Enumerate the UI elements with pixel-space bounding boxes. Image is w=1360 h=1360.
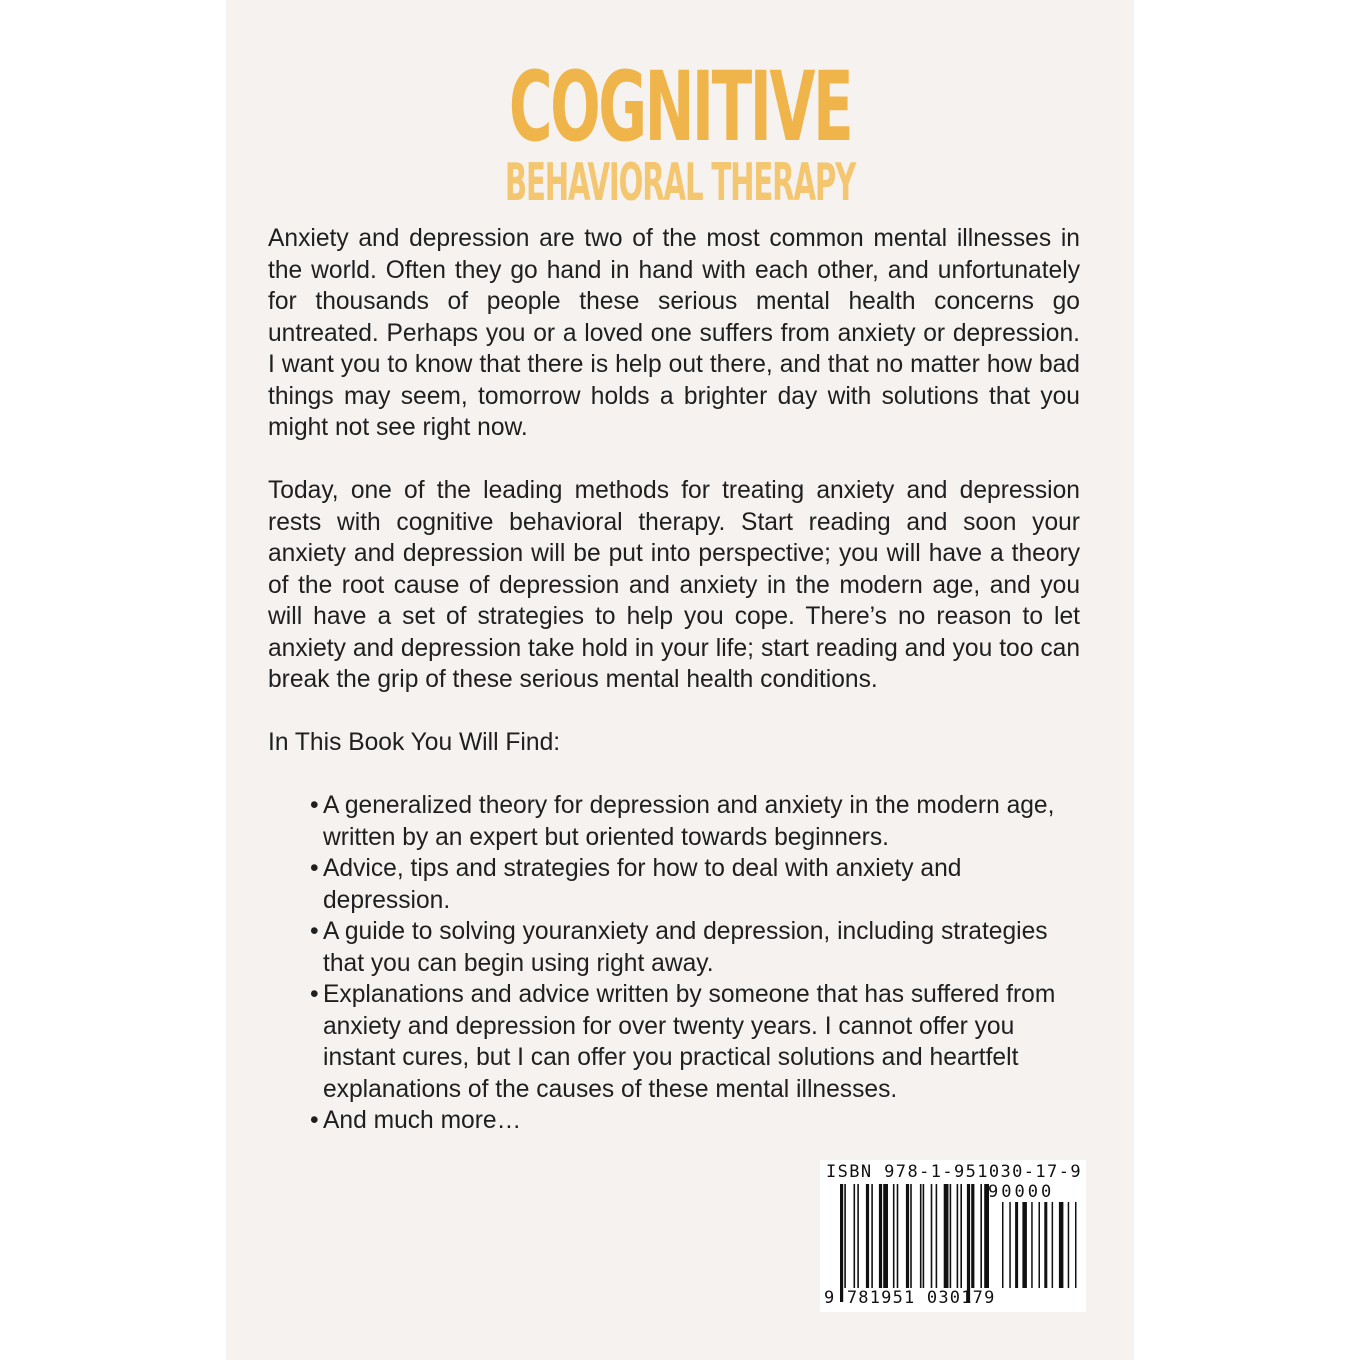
list-item	[310, 979, 1080, 1105]
back-cover	[226, 0, 1134, 1360]
book-title: COGNITIVE	[508, 51, 852, 163]
blurb-paragraph-1: Anxiety and depression are two of the most common mental illnesses in the world. Often they go hand in hand with each other, and unfortunately for thousands of people these serious mental health concerns go untreated. Perhaps you or a loved one suffers from anxiety or depression. I want you to know that there is help out there, and that no matter how bad things may seem, tomorrow holds a brighter day with solutions that you might not see right now.	[268, 225, 1080, 441]
bullet-icon: •	[310, 855, 319, 882]
list-item-text: Advice, tips and strategies for how to deal with anxiety and depression.	[323, 855, 962, 914]
list-heading: In This Book You Will Find:	[268, 729, 561, 756]
ean-digits: 9 781951 030179	[824, 1288, 996, 1308]
bullet-icon: •	[310, 918, 319, 945]
price-addon: 90000	[988, 1182, 1055, 1202]
list-item	[310, 916, 1080, 979]
bullet-icon: •	[310, 1107, 319, 1134]
isbn-label: ISBN 978-1-951030-17-9	[826, 1162, 1082, 1182]
list-item-text: And much more…	[323, 1107, 522, 1134]
bullet-icon: •	[310, 792, 319, 819]
list-item	[310, 853, 1080, 916]
list-item-text: A guide to solving youranxiety and depression, including strategies that you can begin using right away.	[323, 918, 1048, 977]
bullet-icon: •	[310, 981, 319, 1008]
list-item-text: A generalized theory for depression and anxiety in the modern age, written by an expert but oriented towards beginners.	[323, 792, 1055, 851]
list-item	[310, 1105, 1080, 1137]
blurb-paragraph-2: Today, one of the leading methods for treating anxiety and depression rests with cognitive behavioral therapy. Start reading and soon your anxiety and depression will be put into perspective; you will have a theory of the root cause of depression and anxiety in the modern age, and you will have a set of strategies to help you cope. There’s no reason to let anxiety and depression take hold in your life; start reading and you too can break the grip of these serious mental health conditions.	[268, 477, 1080, 693]
list-item	[310, 790, 1080, 853]
list-item-text: Explanations and advice written by someone that has suffered from anxiety and depression for over twenty years. I cannot offer you instant cures, but I can offer you practical solutions and heartfelt explanations of the causes of these mental illnesses.	[323, 981, 1056, 1103]
book-subtitle: BEHAVIORAL THERAPY	[504, 153, 856, 213]
blurb	[268, 223, 1080, 1137]
isbn-barcode	[820, 1160, 1086, 1312]
feature-list	[268, 790, 1080, 1137]
